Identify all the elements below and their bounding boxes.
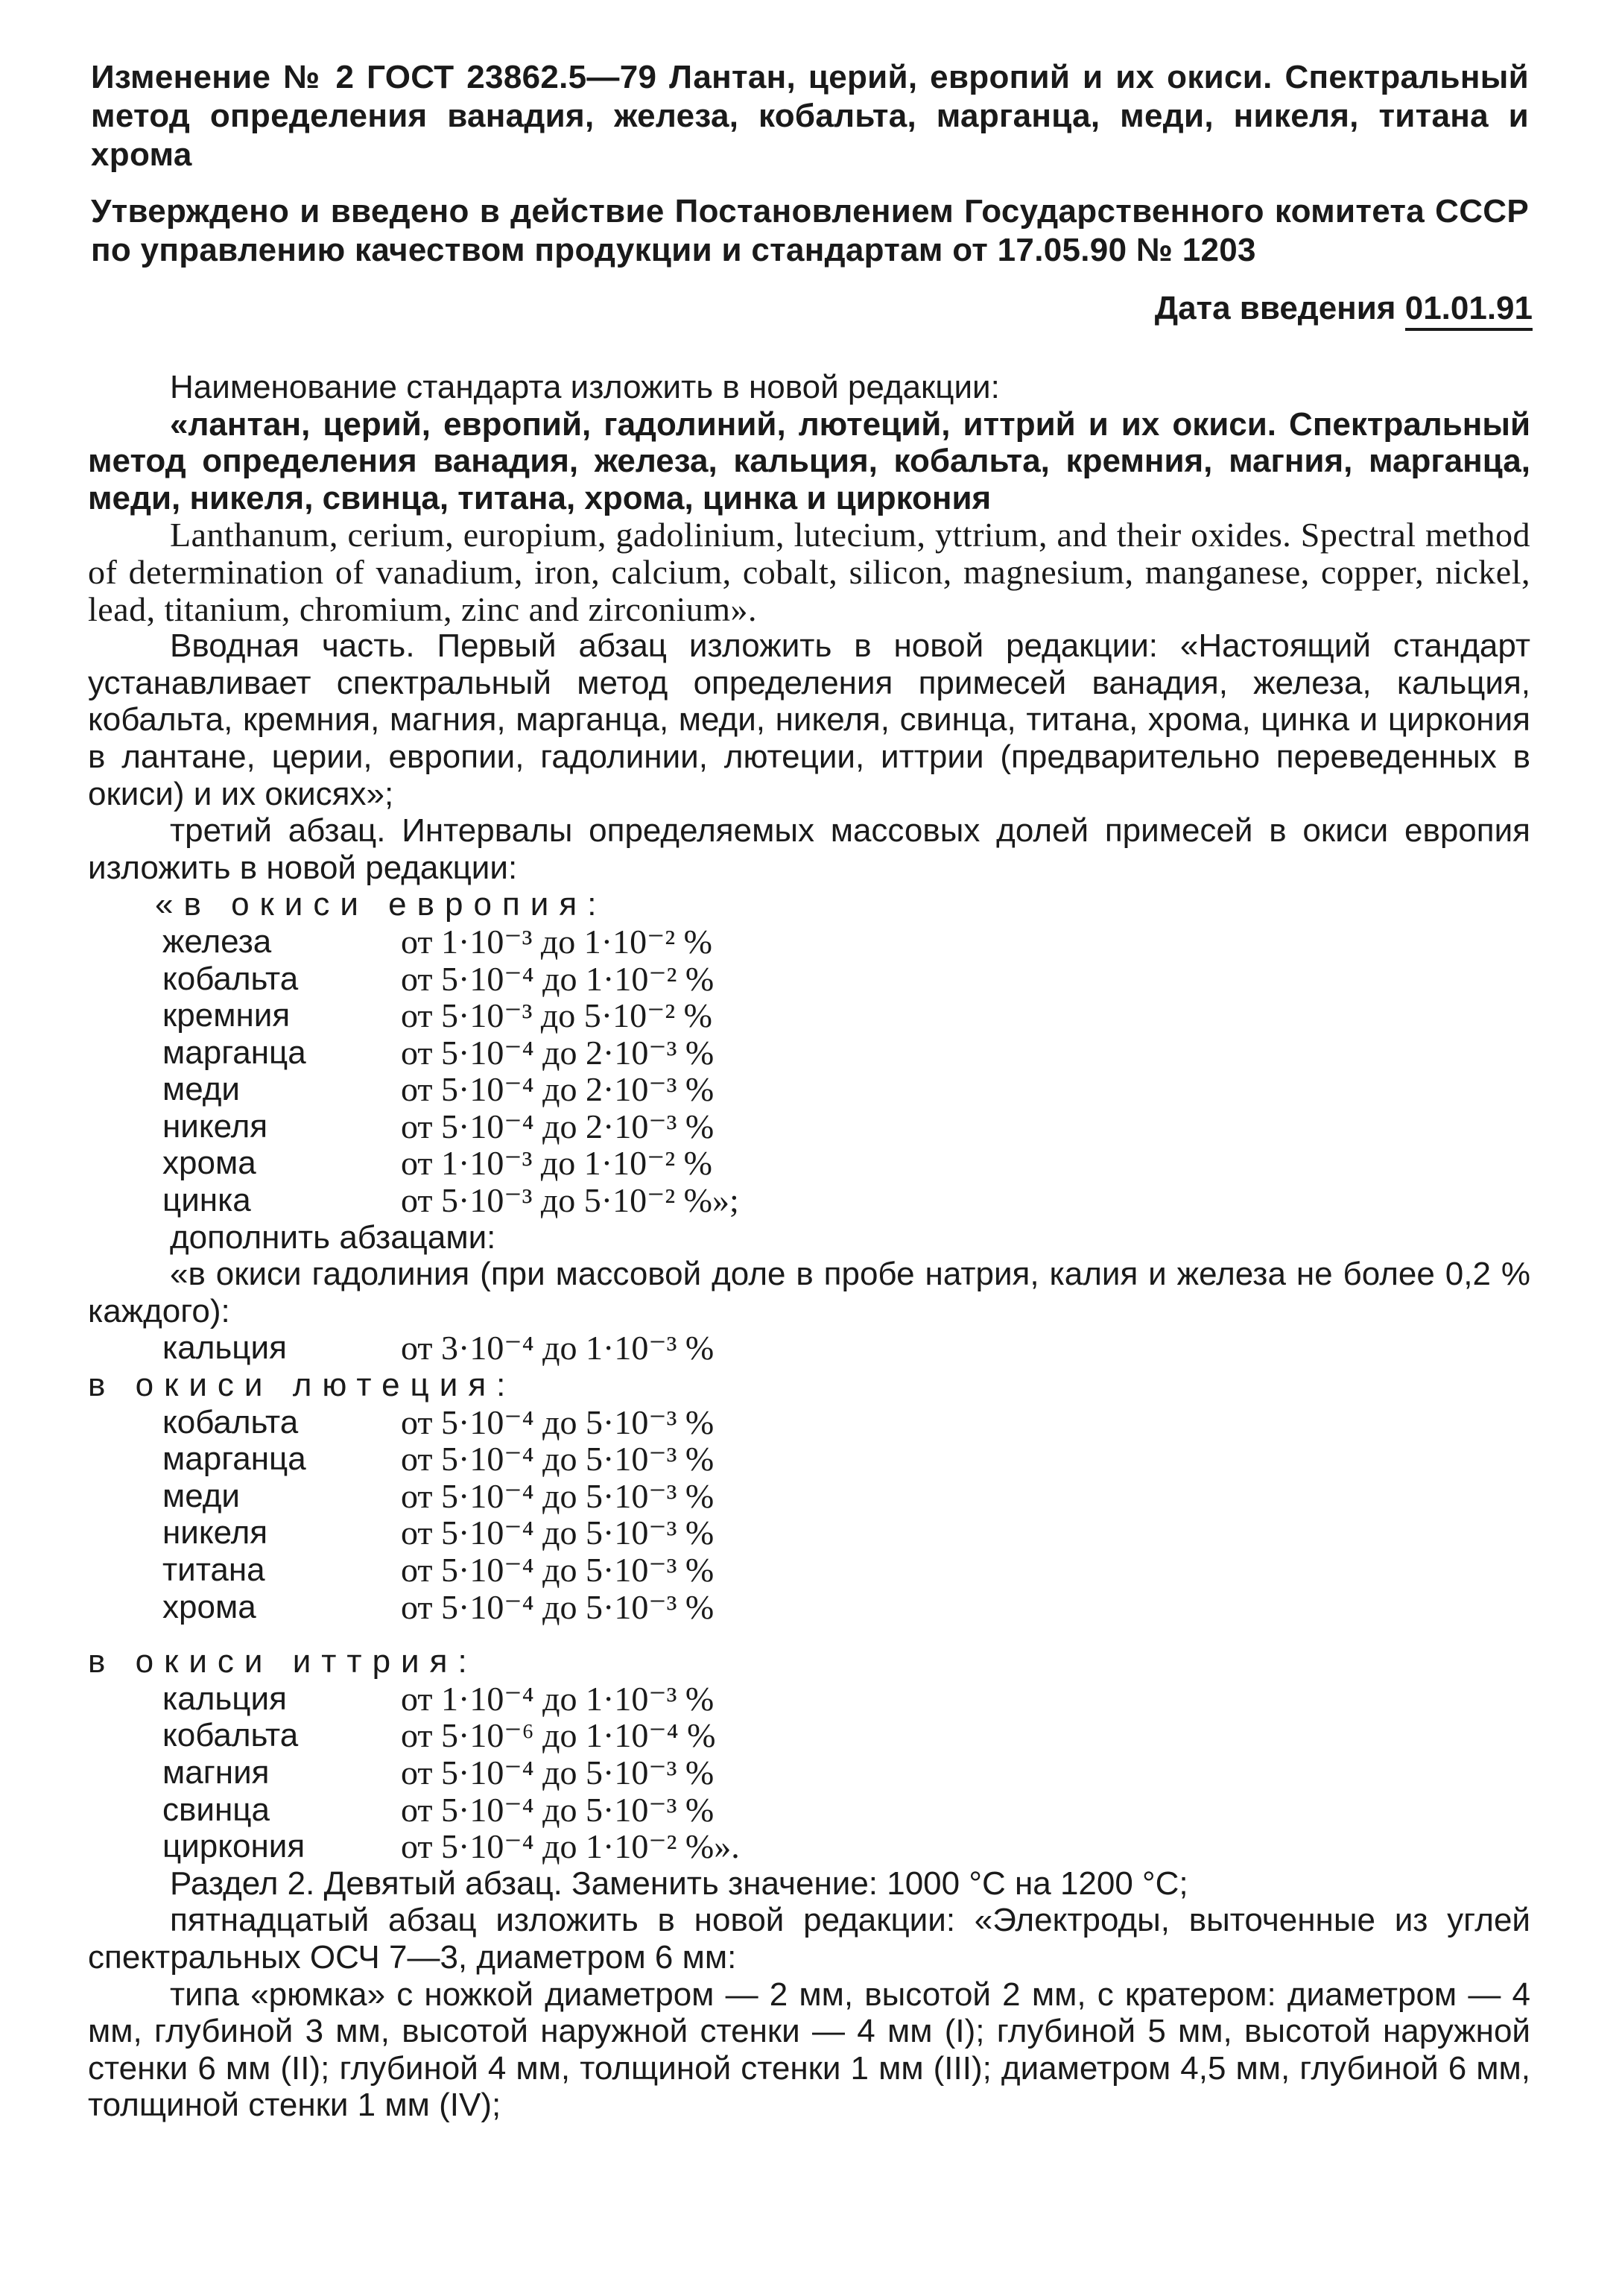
mass-fraction-range: от 5·10⁻⁴ до 5·10⁻³ % <box>401 1440 715 1479</box>
lutetium-list-heading: в окиси лютеция: <box>88 1367 516 1404</box>
list-item <box>88 1145 1530 1182</box>
mass-fraction-range: от 1·10⁻³ до 1·10⁻² % <box>401 922 712 961</box>
mass-fraction-range: от 5·10⁻⁴ до 2·10⁻³ % <box>401 1070 715 1109</box>
list-item <box>88 1440 1530 1478</box>
list-item <box>88 1754 1530 1791</box>
element-name: кобальта <box>162 1717 299 1754</box>
paragraph-supplement: дополнить абзацами: <box>170 1218 496 1256</box>
element-name: кобальта <box>162 1403 299 1440</box>
mass-fraction-range: от 5·10⁻⁴ до 1·10⁻² %». <box>401 1827 740 1866</box>
mass-fraction-range: от 5·10⁻⁴ до 5·10⁻³ % <box>401 1476 715 1515</box>
list-item <box>88 1717 1530 1754</box>
element-name: цинка <box>162 1182 251 1219</box>
europium-list <box>88 923 1530 1219</box>
list-item <box>88 997 1530 1034</box>
mass-fraction-range: от 5·10⁻⁴ до 5·10⁻³ % <box>401 1402 715 1441</box>
mass-fraction-range: от 5·10⁻³ до 5·10⁻² % <box>401 996 712 1035</box>
mass-fraction-range: от 5·10⁻⁴ до 1·10⁻² % <box>401 959 715 998</box>
approval-statement: Утверждено и введено в действие Постановлением Государственного комитета СССР по управлению качеством продукции и стандартам от 17.05.90 № 1203 <box>91 193 1529 268</box>
mass-fraction-range: от 5·10⁻³ до 5·10⁻² %»; <box>401 1181 739 1220</box>
element-name: магния <box>162 1753 270 1791</box>
list-item <box>88 961 1530 998</box>
element-name: никеля <box>162 1514 268 1552</box>
mass-fraction-range: от 1·10⁻³ до 1·10⁻² % <box>401 1144 712 1183</box>
element-name: кальция <box>162 1680 287 1717</box>
paragraph-electrode-types: типа «рюмка» с ножкой диаметром — 2 мм, высотой 2 мм, с кратером: диаметром — 4 мм, глубиной 3 мм, высотой наружной стенки — 4 мм (I); глубиной 5 мм, высотой наружной стенки 6 мм (II); глубиной 4 мм, толщиной стенки 1 мм (III); диаметром 4,5 мм, глубиной 6 мм, толщиной стенки 1 мм (IV); <box>88 1976 1530 2124</box>
element-name: меди <box>162 1477 241 1514</box>
element-name: хрома <box>162 1145 256 1182</box>
gadolinium-list <box>88 1329 1530 1367</box>
element-name: меди <box>162 1071 241 1108</box>
list-item <box>88 1329 1530 1367</box>
element-name: титана <box>162 1552 265 1588</box>
element-name: марганца <box>162 1034 306 1071</box>
list-item <box>88 1071 1530 1108</box>
mass-fraction-range: от 5·10⁻⁴ до 5·10⁻³ % <box>401 1587 715 1626</box>
yttrium-list-heading: в окиси иттрия: <box>88 1643 478 1680</box>
list-item <box>88 1589 1530 1626</box>
mass-fraction-range: от 5·10⁻⁴ до 5·10⁻³ % <box>401 1514 715 1552</box>
list-item <box>88 1404 1530 1441</box>
mass-fraction-range: от 5·10⁻⁶ до 1·10⁻⁴ % <box>401 1716 716 1755</box>
gadolinium-list-heading: «в окиси гадолиния (при массовой доле в пробе натрия, калия и железа не более 0,2 % каждого): <box>88 1256 1530 1329</box>
list-item <box>88 1514 1530 1552</box>
element-name: железа <box>162 923 272 960</box>
mass-fraction-range: от 5·10⁻⁴ до 5·10⁻³ % <box>401 1551 715 1589</box>
lutetium-list <box>88 1404 1530 1626</box>
element-name: циркония <box>162 1828 305 1865</box>
list-item <box>88 1552 1530 1589</box>
amendment-title: Изменение № 2 ГОСТ 23862.5—79 Лантан, церий, европий и их окиси. Спектральный метод определения ванадия, железа, кобальта, марганца, меди, никеля, титана и хрома <box>91 59 1529 173</box>
yttrium-list <box>88 1680 1530 1865</box>
element-name: кобальта <box>162 960 299 997</box>
paragraph-name-russian: «лантан, церий, европий, гадолиний, лютеций, иттрий и их окиси. Спектральный метод определения ванадия, железа, кальция, кобальта, кремния, магния, марганца, меди, никеля, свинца, титана, хрома, цинка и циркония <box>88 405 1530 516</box>
element-name: кремния <box>162 997 291 1034</box>
effective-date-line <box>1155 289 1533 328</box>
mass-fraction-range: от 5·10⁻⁴ до 2·10⁻³ % <box>401 1033 715 1072</box>
effective-date-label: Дата введения <box>1154 290 1396 326</box>
paragraph-third: третий абзац. Интервалы определяемых массовых долей примесей в окиси европия изложить в новой редакции: <box>88 812 1530 886</box>
element-name: свинца <box>162 1791 270 1828</box>
document-body <box>88 369 1530 2124</box>
list-item <box>88 923 1530 961</box>
list-item <box>88 1034 1530 1072</box>
mass-fraction-range: от 5·10⁻⁴ до 5·10⁻³ % <box>401 1790 715 1829</box>
list-item <box>88 1828 1530 1865</box>
paragraph-name-intro: Наименование стандарта изложить в новой редакции: <box>170 369 1000 405</box>
spacer <box>88 1625 1530 1643</box>
element-name: хрома <box>162 1588 256 1625</box>
paragraph-intro-part: Вводная часть. Первый абзац изложить в новой редакции: «Настоящий стандарт устанавливает спектральный метод определения примесей ванадия, железа, кальция, кобальта, кремния, магния, марганца, меди, никеля, свинца, титана, хрома, цинка и циркония в лантане, церии, европии, гадолинии, лютеции, иттрии (предварительно переведенных в окиси) и их окисях»; <box>88 627 1530 812</box>
mass-fraction-range: от 5·10⁻⁴ до 5·10⁻³ % <box>401 1753 715 1791</box>
element-name: никеля <box>162 1107 268 1145</box>
paragraph-name-english: Lanthanum, cerium, europium, gadolinium, lutecium, yttrium, and their oxides. Spectral method of determination of vanadium, iron, calcium, cobalt, silicon, magnesium, manganese, copper, nickel, lead, titanium, chromium, zinc and zirconium». <box>88 516 1530 628</box>
mass-fraction-range: от 5·10⁻⁴ до 2·10⁻³ % <box>401 1107 715 1145</box>
element-name: марганца <box>162 1440 306 1478</box>
effective-date-value: 01.01.91 <box>1405 290 1533 331</box>
mass-fraction-range: от 3·10⁻⁴ до 1·10⁻³ % <box>401 1329 715 1367</box>
list-item <box>88 1791 1530 1829</box>
element-name: кальция <box>162 1329 287 1367</box>
europium-list-heading: «в окиси европия: <box>155 886 607 923</box>
list-item <box>88 1478 1530 1515</box>
list-item <box>88 1680 1530 1718</box>
paragraph-fifteenth: пятнадцатый абзац изложить в новой редакции: «Электроды, выточенные из углей спектральных ОСЧ 7—3, диаметром 6 мм: <box>88 1902 1530 1976</box>
list-item <box>88 1182 1530 1219</box>
mass-fraction-range: от 1·10⁻⁴ до 1·10⁻³ % <box>401 1679 715 1718</box>
paragraph-section-2: Раздел 2. Девятый абзац. Заменить значение: 1000 °С на 1200 °С; <box>170 1865 1188 1902</box>
list-item <box>88 1108 1530 1145</box>
